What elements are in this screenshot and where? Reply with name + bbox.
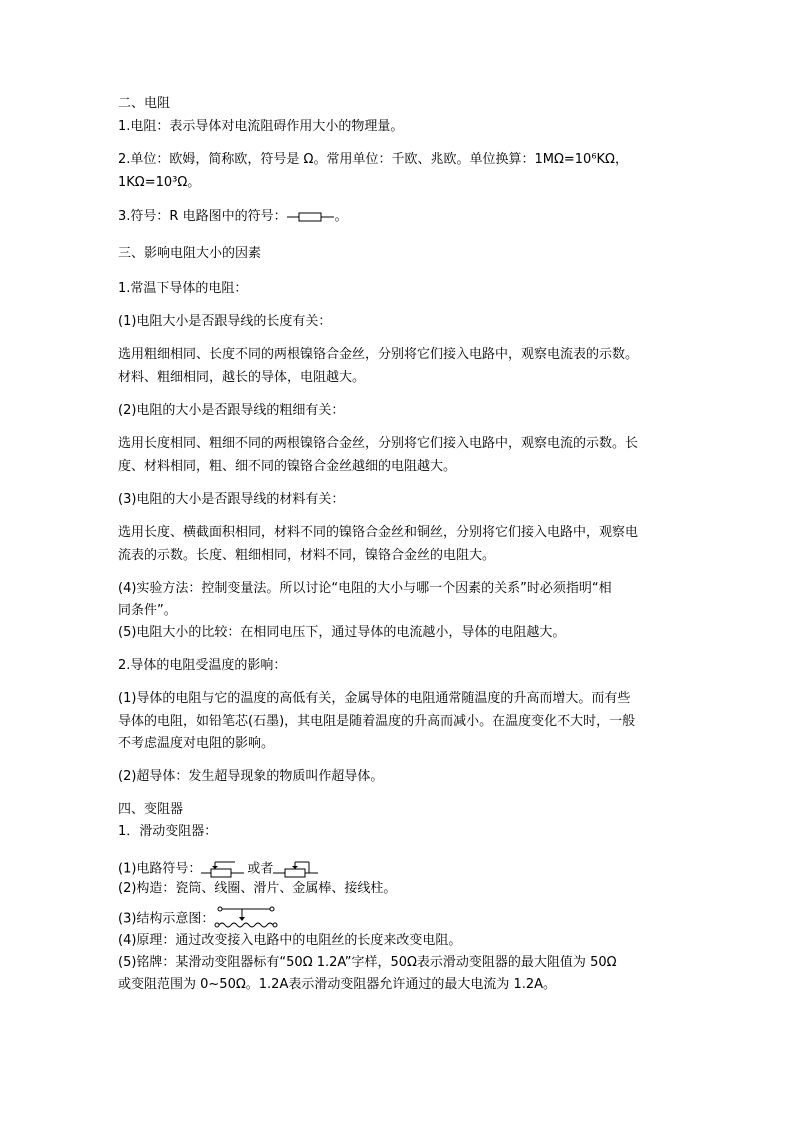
- symbol-label: 3.符号：R 电路图中的符号：: [118, 209, 287, 224]
- rheostat-structure-diagram-icon: [214, 906, 278, 932]
- structure-diagram-row: [118, 906, 278, 932]
- paragraph-units-line2: 1KΩ=10³Ω。: [118, 175, 201, 190]
- answer-material-line2: 流表的示数。长度、粗细相同，材料不同，镍铬合金丝的电阻大。: [118, 548, 496, 563]
- rheostat-symbol-or: 或者: [247, 861, 274, 877]
- answer-length-line2: 材料、粗细相同，越长的导体，电阻越大。: [118, 370, 366, 385]
- subheading-temperature: 2.导体的电阻受温度的影响：: [118, 658, 287, 673]
- answer-thickness-line2: 度、材料相同，粗、细不同的镍铬合金丝越细的电阻越大。: [118, 459, 457, 474]
- answer-thickness-line1: 选用长度相同、粗细不同的两根镍铬合金丝，分别将它们接入电路中，观察电流的示数。长: [118, 436, 639, 451]
- temperature-line1: (1)导体的电阻与它的温度的高低有关，金属导体的电阻通常随温度的升高而增大。而有些: [118, 691, 631, 706]
- rheostat-symbol-2-icon: [273, 858, 319, 880]
- construction: (2)构造：瓷筒、线圈、滑片、金属棒、接线柱。: [118, 881, 397, 896]
- section-heading-factors: 三、影响电阻大小的因素: [118, 246, 262, 261]
- answer-length-line1: 选用粗细相同、长度不同的两根镍铬合金丝，分别将它们接入电路中，观察电流表的示数。: [118, 347, 639, 362]
- rheostat-symbol-1-icon: [201, 858, 247, 880]
- comparison: (5)电阻大小的比较：在相同电压下，通过导体的电流越小，导体的电阻越大。: [118, 625, 566, 640]
- principle: (4)原理：通过改变接入电路中的电阻丝的长度来改变电阻。: [118, 933, 462, 948]
- subheading-room-temperature: 1.常温下导体的电阻：: [118, 281, 248, 296]
- resistor-symbol-icon: [287, 211, 335, 223]
- method-line1: (4)实验方法：控制变量法。所以讨论“电阻的大小与哪一个因素的关系”时必须指明“相: [118, 581, 612, 596]
- question-length: (1)电阻大小是否跟导线的长度有关：: [118, 314, 332, 329]
- question-material: (3)电阻的大小是否跟导线的材料有关：: [118, 492, 345, 507]
- rheostat-symbol-row: [118, 858, 319, 880]
- temperature-line2: 导体的电阻，如铅笔芯(石墨)，其电阻是随着温度的升高而减小。在温度变化不大时，一般: [118, 714, 636, 729]
- superconductor: (2)超导体：发生超导现象的物质叫作超导体。: [118, 769, 384, 784]
- structure-diagram-label: (3)结构示意图：: [118, 911, 215, 927]
- nameplate-line2: 或变阻范围为 0~50Ω。1.2A表示滑动变阻器允许通过的最大电流为 1.2A。: [118, 977, 557, 992]
- answer-material-line1: 选用长度、横截面积相同，材料不同的镍铬合金丝和铜丝，分别将它们接入电路中，观察电: [118, 525, 639, 540]
- rheostat-symbol-label: (1)电路符号：: [118, 861, 202, 877]
- question-thickness: (2)电阻的大小是否跟导线的粗细有关：: [118, 403, 345, 418]
- section-heading-resistance: 二、电阻: [118, 96, 171, 111]
- method-line2: 同条件”。: [118, 603, 177, 618]
- paragraph-units-line1: 2.单位：欧姆，简称欧，符号是 Ω。常用单位：千欧、兆欧。单位换算：1MΩ=10⁶KΩ，: [118, 152, 628, 167]
- section-heading-rheostat: 四、变阻器: [118, 802, 184, 817]
- subheading-sliding-rheostat: 1．滑动变阻器：: [118, 824, 218, 839]
- temperature-line3: 不考虑温度对电阻的影响。: [118, 736, 275, 751]
- symbol-suffix: 。: [334, 209, 348, 224]
- nameplate-line1: (5)铭牌：某滑动变阻器标有“50Ω 1.2A”字样，50Ω表示滑动变阻器的最大阻值为 50Ω: [118, 955, 617, 970]
- paragraph-symbol: [118, 209, 348, 225]
- paragraph-resistance-definition: 1.电阻：表示导体对电流阻碍作用大小的物理量。: [118, 119, 404, 134]
